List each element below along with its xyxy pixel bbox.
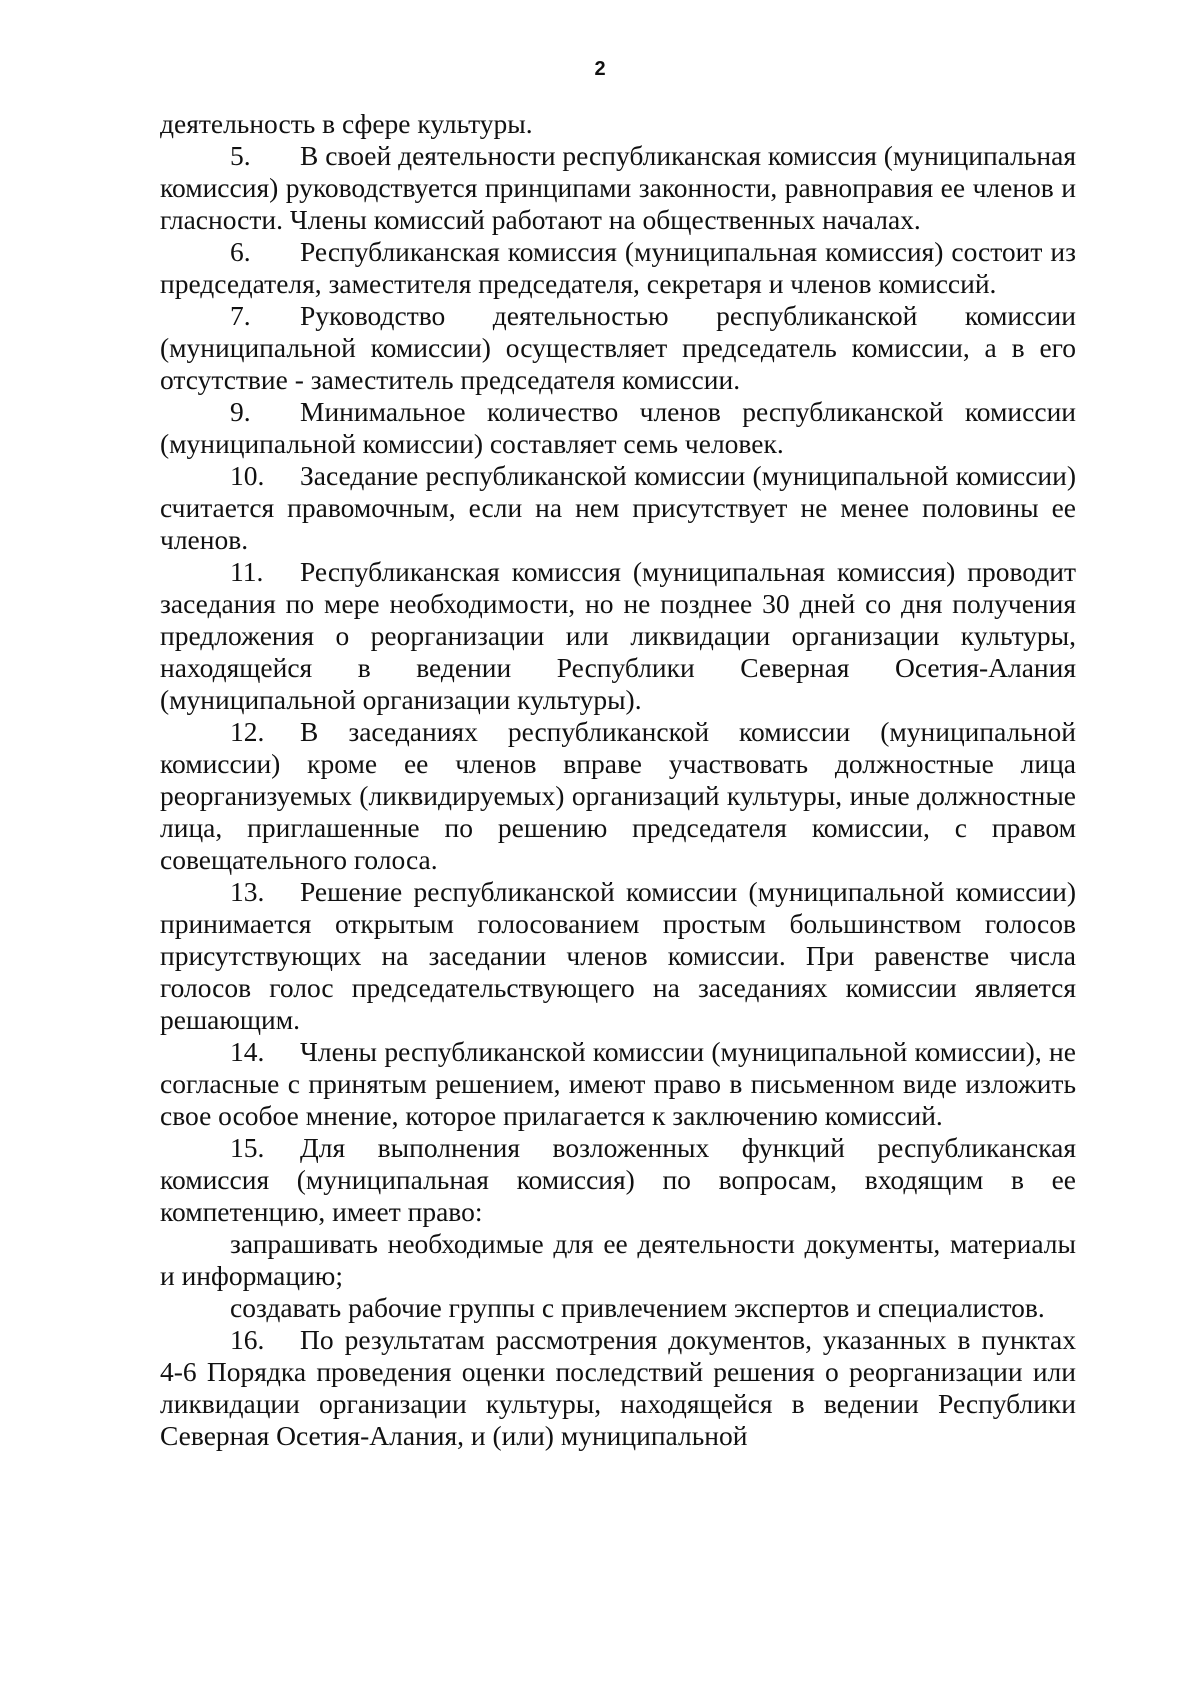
paragraph-item-10 bbox=[160, 460, 1076, 556]
paragraph-text: В своей деятельности республиканская комиссия (муниципальная комиссия) руководствуется принципами законности, равноправия ее членов и гласности. Члены комиссий работают на общественных началах. bbox=[160, 140, 1076, 235]
paragraph-item-16 bbox=[160, 1324, 1076, 1452]
paragraph-text: Заседание республиканской комиссии (муниципальной комиссии) считается правомочным, если на нем присутствует не менее половины ее членов. bbox=[160, 460, 1076, 555]
paragraph-text: Минимальное количество членов республиканской комиссии (муниципальной комиссии) составляет семь человек. bbox=[160, 396, 1076, 459]
paragraph-item-9 bbox=[160, 396, 1076, 460]
item-number: 14. bbox=[230, 1036, 265, 1067]
paragraph-text: запрашивать необходимые для ее деятельности документы, материалы и информацию; bbox=[160, 1228, 1076, 1291]
item-number: 9. bbox=[230, 396, 251, 427]
paragraph-text: По результатам рассмотрения документов, указанных в пунктах 4-6 Порядка проведения оценки последствий решения о реорганизации или ликвидации организации культуры, находящейся в ведении Республики Северная Осетия-Алания, и (или) муниципальной bbox=[160, 1324, 1076, 1451]
item-number: 10. bbox=[230, 460, 265, 491]
paragraph-text: Республиканская комиссия (муниципальная комиссия) проводит заседания по мере необходимости, но не позднее 30 дней со дня получения предложения о реорганизации или ликвидации организации культуры, находящейся в ведении Республики Северная Осетия-Алания (муниципальной организации культуры). bbox=[160, 556, 1076, 715]
item-number: 6. bbox=[230, 236, 251, 267]
paragraph-text: В заседаниях республиканской комиссии (муниципальной комиссии) кроме ее членов вправе участвовать должностные лица реорганизуемых (ликвидируемых) организаций культуры, иные должностные лица, приглашенные по решению председателя комиссии, с правом совещательного голоса. bbox=[160, 716, 1076, 875]
paragraph-text: Члены республиканской комиссии (муниципальной комиссии), не согласные с принятым решением, имеют право в письменном виде изложить свое особое мнение, которое прилагается к заключению комиссий. bbox=[160, 1036, 1076, 1131]
paragraph-text: деятельность в сфере культуры. bbox=[160, 108, 533, 139]
item-number: 5. bbox=[230, 140, 251, 171]
paragraph-item-15 bbox=[160, 1132, 1076, 1228]
paragraph-item-6 bbox=[160, 236, 1076, 300]
paragraph-item-11 bbox=[160, 556, 1076, 716]
paragraph-text: Руководство деятельностью республиканской комиссии (муниципальной комиссии) осуществляет председатель комиссии, а в его отсутствие - заместитель председателя комиссии. bbox=[160, 300, 1076, 395]
paragraph-continuation bbox=[160, 108, 1076, 140]
paragraph-item-7 bbox=[160, 300, 1076, 396]
paragraph-item-5 bbox=[160, 140, 1076, 236]
paragraph-subitem-groups bbox=[160, 1292, 1076, 1324]
paragraph-subitem-request bbox=[160, 1228, 1076, 1292]
paragraph-text: Для выполнения возложенных функций республиканская комиссия (муниципальная комиссия) по вопросам, входящим в ее компетенцию, имеет право: bbox=[160, 1132, 1076, 1227]
item-number: 12. bbox=[230, 716, 265, 747]
item-number: 15. bbox=[230, 1132, 265, 1163]
document-body bbox=[160, 108, 1076, 1452]
paragraph-text: Республиканская комиссия (муниципальная комиссия) состоит из председателя, заместителя председателя, секретаря и членов комиссий. bbox=[160, 236, 1076, 299]
item-number: 7. bbox=[230, 300, 251, 331]
paragraph-item-14 bbox=[160, 1036, 1076, 1132]
paragraph-text: Решение республиканской комиссии (муниципальной комиссии) принимается открытым голосованием простым большинством голосов присутствующих на заседании членов комиссии. При равенстве числа голосов голос председательствующего на заседаниях комиссии является решающим. bbox=[160, 876, 1076, 1035]
paragraph-text: создавать рабочие группы с привлечением экспертов и специалистов. bbox=[230, 1292, 1045, 1323]
paragraph-item-13 bbox=[160, 876, 1076, 1036]
item-number: 11. bbox=[230, 556, 264, 587]
item-number: 16. bbox=[230, 1324, 265, 1355]
paragraph-item-12 bbox=[160, 716, 1076, 876]
item-number: 13. bbox=[230, 876, 265, 907]
page-number: 2 bbox=[594, 58, 606, 80]
